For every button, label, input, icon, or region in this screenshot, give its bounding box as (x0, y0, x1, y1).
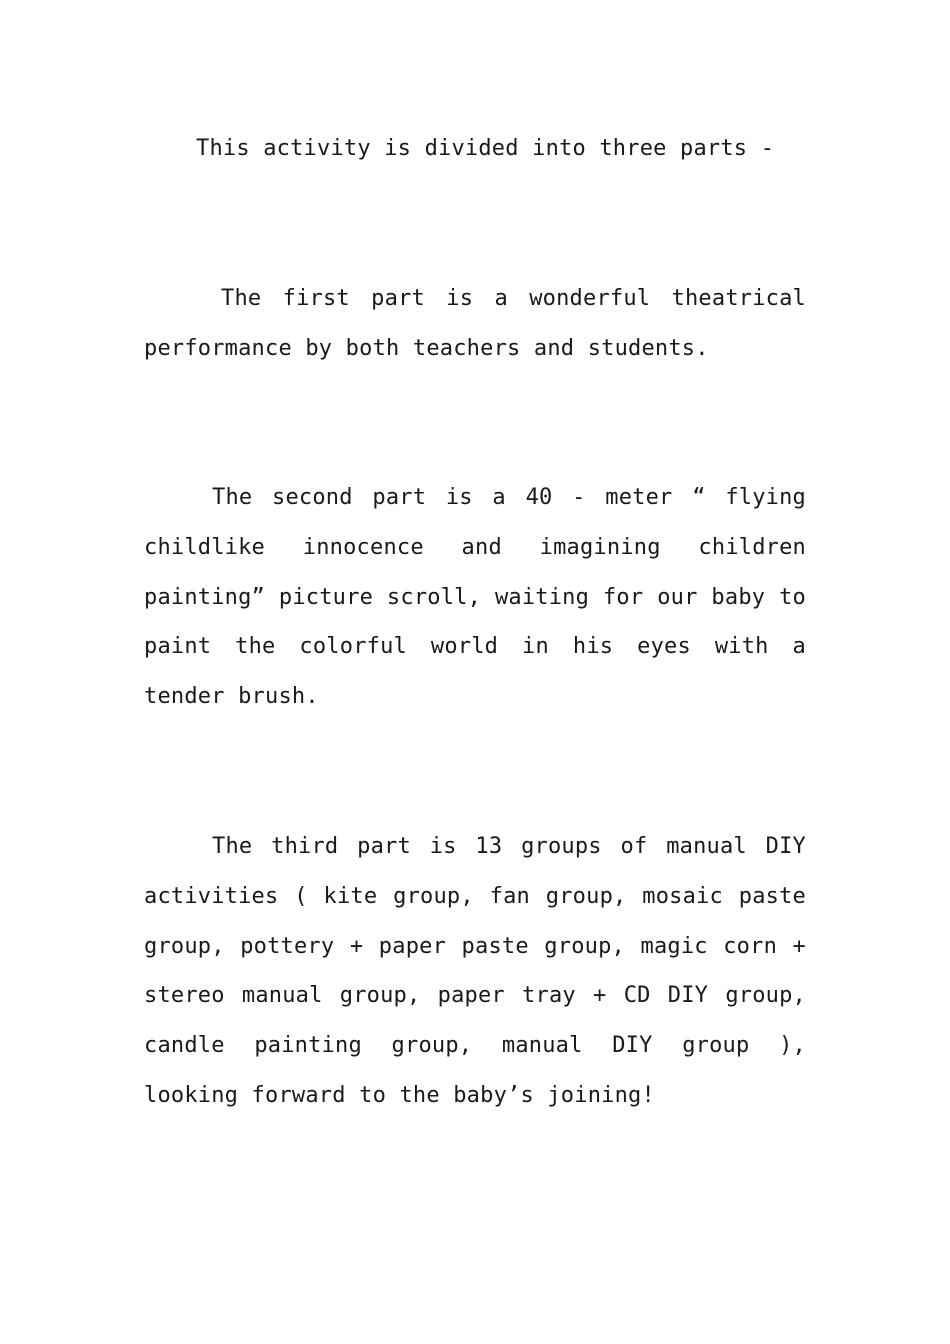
intro-paragraph: This activity is divided into three parts - (196, 136, 775, 161)
paragraph-first-part: The first part is a wonderful theatrical performance by both teachers and students. (144, 286, 806, 361)
paragraph-third-part: The third part is 13 groups of manual DIY activities ( kite group, fan group, mosaic paste group, pottery + paper paste group, magic corn + stereo manual group, paper tray + CD DIY group, candle painting group, manual DIY group ), looking forward to the baby’s joining! (144, 834, 806, 1108)
paragraph-second-part: The second part is a 40 - meter “ flying childlike innocence and imagining children painting” picture scroll, waiting for our baby to paint the colorful world in his eyes with a tender brush. (144, 485, 806, 710)
